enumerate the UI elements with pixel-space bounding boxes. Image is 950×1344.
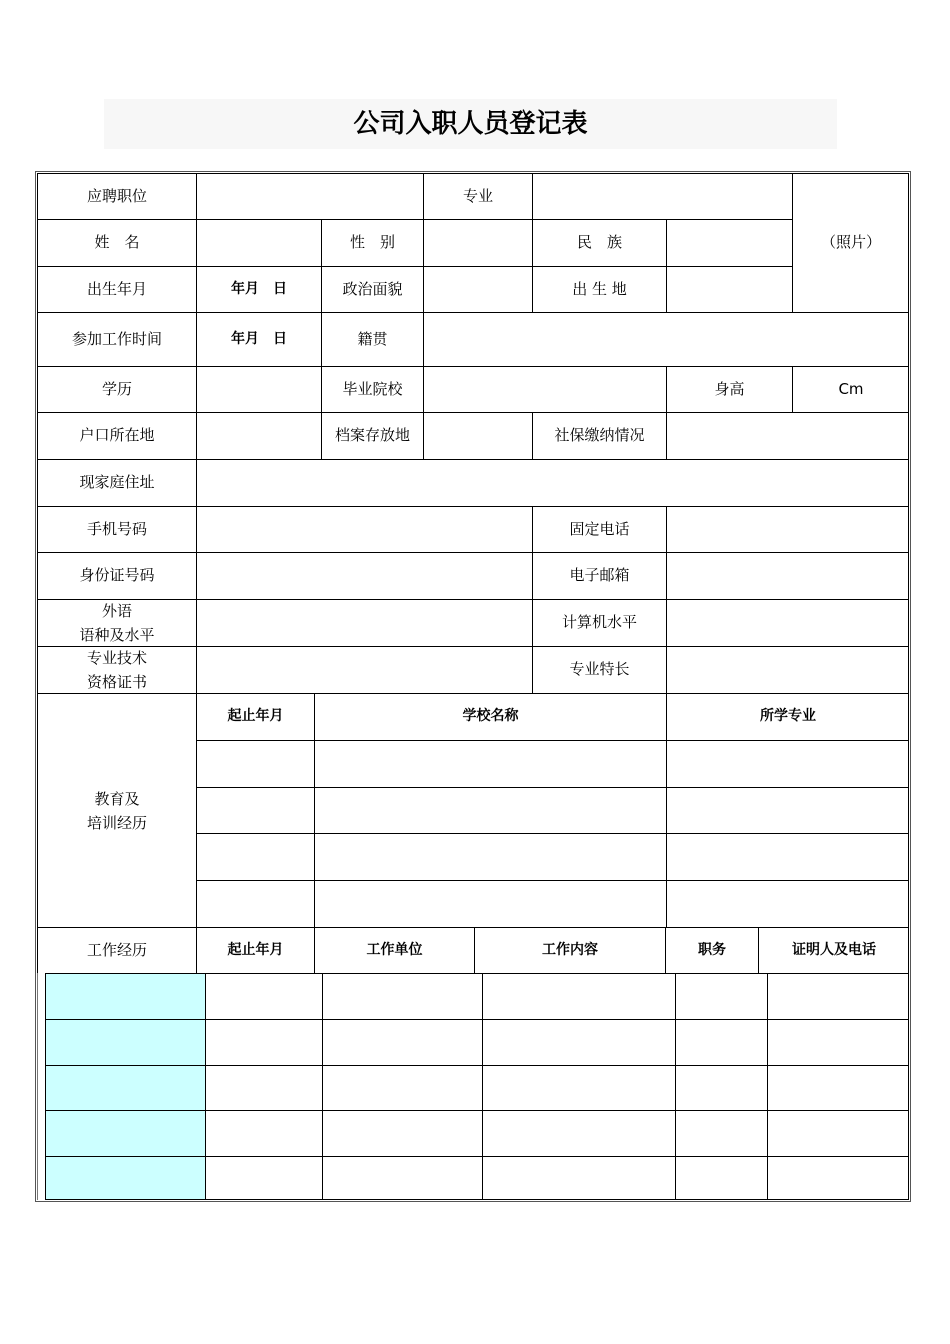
work-cell-title[interactable] xyxy=(675,1019,767,1065)
label-language: 外语 语种及水平 xyxy=(37,599,196,646)
edu-cell-period[interactable] xyxy=(196,880,314,927)
work-cell-employer[interactable] xyxy=(322,1156,482,1200)
edu-cell-school[interactable] xyxy=(314,880,666,927)
work-cell-reference[interactable] xyxy=(767,1019,909,1065)
work-cell-content[interactable] xyxy=(482,1110,675,1156)
edu-cell-major[interactable] xyxy=(666,833,909,880)
work-cell-title[interactable] xyxy=(675,1065,767,1110)
edu-cell-school[interactable] xyxy=(314,833,666,880)
edu-header-major: 所学专业 xyxy=(666,693,909,740)
work-cell-employer[interactable] xyxy=(322,973,482,1019)
label-birth-date: 出生年月 xyxy=(37,266,196,312)
work-cell-period[interactable] xyxy=(205,1156,322,1200)
photo-box[interactable]: （照片） xyxy=(792,173,909,312)
field-address[interactable] xyxy=(196,459,909,506)
work-cell-period[interactable] xyxy=(205,973,322,1019)
work-row-marker xyxy=(45,973,205,1019)
label-birthplace: 出 生 地 xyxy=(532,266,666,312)
field-archive[interactable] xyxy=(423,412,532,459)
work-cell-content[interactable] xyxy=(482,1019,675,1065)
label-position: 应聘职位 xyxy=(37,173,196,219)
label-gender: 性 别 xyxy=(321,219,423,266)
edu-header-period: 起止年月 xyxy=(196,693,314,740)
work-cell-title[interactable] xyxy=(675,1156,767,1200)
edu-cell-period[interactable] xyxy=(196,740,314,787)
edu-cell-period[interactable] xyxy=(196,833,314,880)
work-cell-reference[interactable] xyxy=(767,1156,909,1200)
work-cell-content[interactable] xyxy=(482,973,675,1019)
field-major[interactable] xyxy=(532,173,792,219)
edu-cell-school[interactable] xyxy=(314,787,666,833)
field-social-security[interactable] xyxy=(666,412,909,459)
work-cell-title[interactable] xyxy=(675,973,767,1019)
label-major: 专业 xyxy=(423,173,532,219)
work-cell-period[interactable] xyxy=(205,1110,322,1156)
field-education[interactable] xyxy=(196,366,321,412)
work-cell-reference[interactable] xyxy=(767,973,909,1019)
label-mobile: 手机号码 xyxy=(37,506,196,552)
label-political-status: 政治面貌 xyxy=(321,266,423,312)
edu-cell-major[interactable] xyxy=(666,787,909,833)
work-cell-employer[interactable] xyxy=(322,1110,482,1156)
edu-cell-major[interactable] xyxy=(666,740,909,787)
field-household[interactable] xyxy=(196,412,321,459)
label-archive: 档案存放地 xyxy=(321,412,423,459)
field-gender[interactable] xyxy=(423,219,532,266)
label-id-number: 身份证号码 xyxy=(37,552,196,599)
work-row-marker xyxy=(45,1110,205,1156)
field-birth-date[interactable]: 年月 日 xyxy=(196,266,321,312)
work-header-title: 职务 xyxy=(665,927,758,973)
label-height: 身高 xyxy=(666,366,792,412)
field-landline[interactable] xyxy=(666,506,909,552)
label-ethnicity: 民 族 xyxy=(532,219,666,266)
edu-cell-major[interactable] xyxy=(666,880,909,927)
label-email: 电子邮箱 xyxy=(532,552,666,599)
label-address: 现家庭住址 xyxy=(37,459,196,506)
work-row-marker xyxy=(45,1065,205,1110)
label-specialty: 专业特长 xyxy=(532,646,666,693)
table-bottom-border xyxy=(45,1199,909,1200)
label-work-history: 工作经历 xyxy=(37,927,196,973)
field-political-status[interactable] xyxy=(423,266,532,312)
field-specialty[interactable] xyxy=(666,646,909,693)
label-name: 姓 名 xyxy=(37,219,196,266)
field-native-place[interactable] xyxy=(423,312,909,366)
field-position[interactable] xyxy=(196,173,423,219)
field-height-unit[interactable]: Cm xyxy=(792,366,909,412)
work-cell-employer[interactable] xyxy=(322,1065,482,1110)
work-cell-content[interactable] xyxy=(482,1065,675,1110)
label-computer: 计算机水平 xyxy=(532,599,666,646)
work-cell-period[interactable] xyxy=(205,1065,322,1110)
work-cell-reference[interactable] xyxy=(767,1110,909,1156)
field-email[interactable] xyxy=(666,552,909,599)
work-cell-period[interactable] xyxy=(205,1019,322,1065)
work-row-marker xyxy=(45,1156,205,1200)
field-mobile[interactable] xyxy=(196,506,532,552)
work-header-content: 工作内容 xyxy=(474,927,665,973)
field-birthplace[interactable] xyxy=(666,266,792,312)
field-ethnicity[interactable] xyxy=(666,219,792,266)
outer-left-rule xyxy=(37,973,38,1200)
form-title: 公司入职人员登记表 xyxy=(353,109,588,139)
label-edu-history: 教育及 培训经历 xyxy=(37,693,196,927)
label-education: 学历 xyxy=(37,366,196,412)
edu-header-school: 学校名称 xyxy=(314,693,666,740)
work-cell-content[interactable] xyxy=(482,1156,675,1200)
table-right-border xyxy=(908,173,909,1200)
label-household: 户口所在地 xyxy=(37,412,196,459)
edu-cell-school[interactable] xyxy=(314,740,666,787)
work-header-period: 起止年月 xyxy=(196,927,314,973)
work-cell-title[interactable] xyxy=(675,1110,767,1156)
field-work-start[interactable]: 年月 日 xyxy=(196,312,321,366)
work-row-marker xyxy=(45,1019,205,1065)
field-graduate-school[interactable] xyxy=(423,366,666,412)
label-certificate: 专业技术 资格证书 xyxy=(37,646,196,693)
label-work-start: 参加工作时间 xyxy=(37,312,196,366)
work-cell-employer[interactable] xyxy=(322,1019,482,1065)
label-native-place: 籍贯 xyxy=(321,312,423,366)
field-name[interactable] xyxy=(196,219,321,266)
label-landline: 固定电话 xyxy=(532,506,666,552)
edu-cell-period[interactable] xyxy=(196,787,314,833)
work-header-employer: 工作单位 xyxy=(314,927,474,973)
field-language[interactable] xyxy=(196,599,532,646)
label-social-security: 社保缴纳情况 xyxy=(532,412,666,459)
field-id-number[interactable] xyxy=(196,552,532,599)
field-certificate[interactable] xyxy=(196,646,532,693)
work-cell-reference[interactable] xyxy=(767,1065,909,1110)
work-header-reference: 证明人及电话 xyxy=(758,927,909,973)
field-computer[interactable] xyxy=(666,599,909,646)
label-graduate-school: 毕业院校 xyxy=(321,366,423,412)
